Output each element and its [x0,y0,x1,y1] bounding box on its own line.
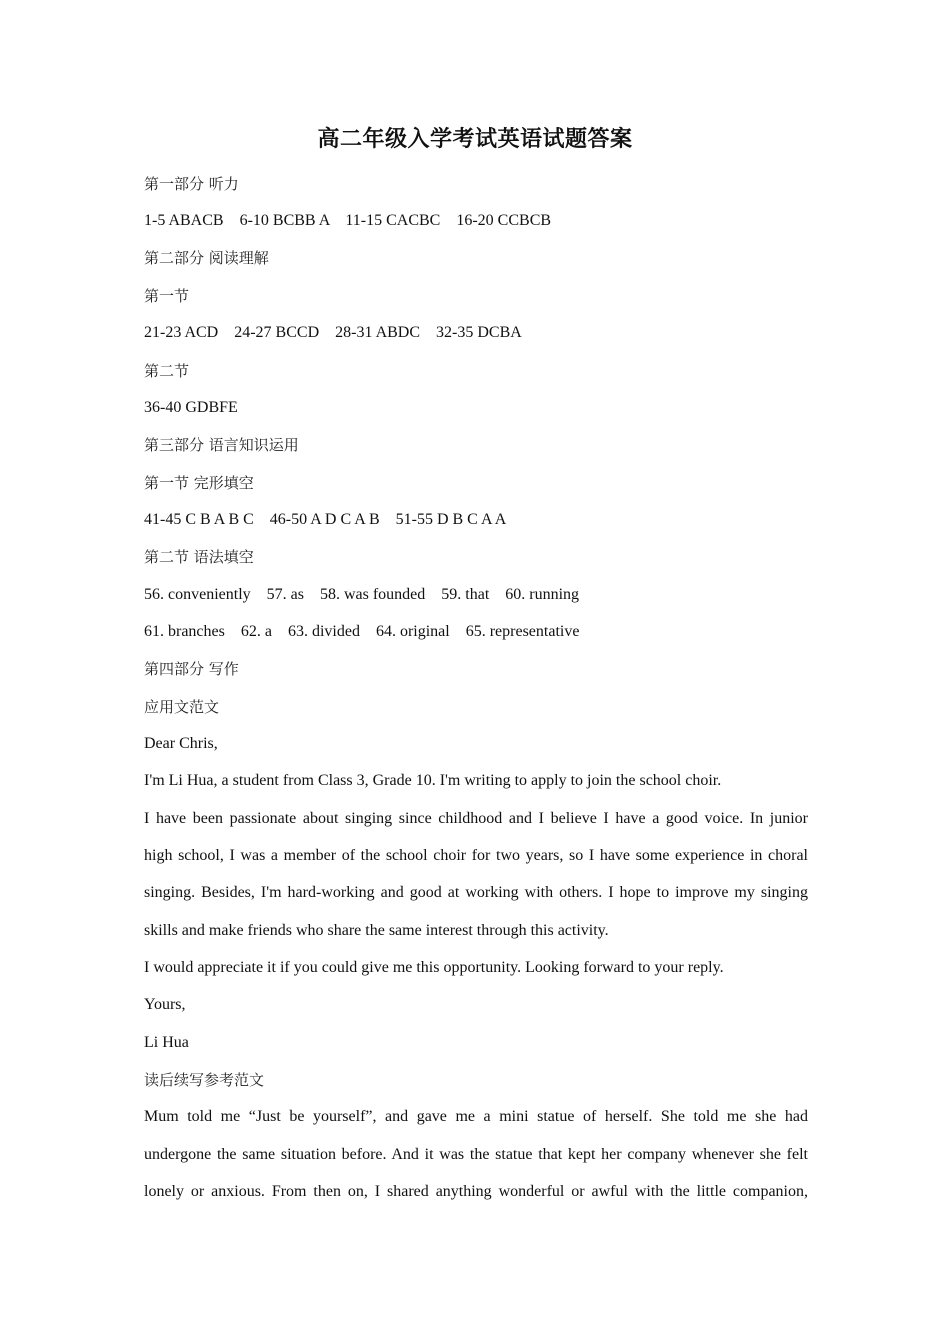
letter-salutation: Dear Chris, [144,735,218,752]
answer-line-grammar-2: 61. branches 62. a 63. divided 64. original 65. representative [144,623,580,640]
subsection-heading: 第一节 [144,287,190,305]
answer-line-grammar-1: 56. conveniently 57. as 58. was founded 59. that 60. running [144,586,580,603]
answer-line-listening: 1-5 ABACB 6-10 BCBB A 11-15 CACBC 16-20 CCBCB [144,212,552,229]
subsection-heading-cloze: 第一节 完形填空 [144,474,254,492]
letter-signature: Li Hua [144,1034,189,1051]
continuation-paragraph-line: lonely or anxious. From then on, I shared anything wonderful or awful with the little companion, [144,1183,808,1200]
essay-heading-letter: 应用文范文 [144,698,220,716]
letter-closing: Yours, [144,996,186,1013]
section-heading-writing: 第四部分 写作 [144,660,239,678]
answer-line-reading-1: 21-23 ACD 24-27 BCCD 28-31 ABDC 32-35 DCBA [144,324,522,341]
subsection-heading: 第二节 [144,362,190,380]
letter-paragraph-line: skills and make friends who share the same interest through this activity. [144,922,609,939]
section-heading-reading: 第二部分 阅读理解 [144,249,269,267]
letter-paragraph-line: I'm Li Hua, a student from Class 3, Grade 10. I'm writing to apply to join the school choir. [144,772,722,789]
page-title: 高二年级入学考试英语试题答案 [317,127,633,152]
letter-paragraph-line: singing. Besides, I'm hard-working and good at working with others. I hope to improve my singing [144,884,808,901]
section-heading-language: 第三部分 语言知识运用 [144,436,299,454]
section-heading-listening: 第一部分 听力 [144,175,239,193]
answer-line-cloze: 41-45 C B A B C 46-50 A D C A B 51-55 D B C A A [144,511,507,528]
continuation-paragraph-line: Mum told me “Just be yourself”, and gave me a mini statue of herself. She told me she had [144,1108,808,1125]
subsection-heading-grammar: 第二节 语法填空 [144,548,254,566]
letter-paragraph-line: I have been passionate about singing since childhood and I believe I have a good voice. In junior [144,810,808,827]
essay-heading-continuation: 读后续写参考范文 [144,1071,265,1089]
letter-paragraph-line: high school, I was a member of the school choir for two years, so I have some experience in choral [144,847,808,864]
continuation-paragraph-line: undergone the same situation before. And it was the statue that kept her company whenever she felt [144,1146,808,1163]
answer-line-reading-2: 36-40 GDBFE [144,399,238,416]
letter-paragraph-line: I would appreciate it if you could give me this opportunity. Looking forward to your reply. [144,959,724,976]
